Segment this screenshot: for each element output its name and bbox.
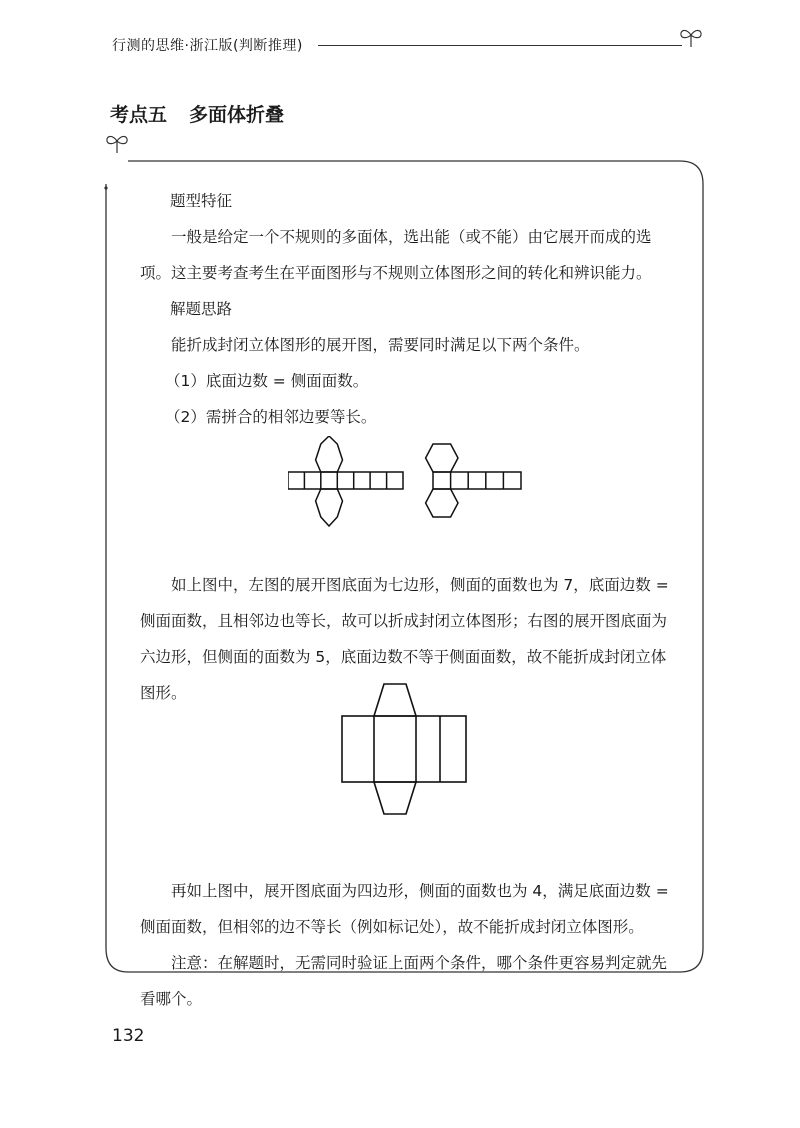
- condition-1: （1）底面边数 = 侧面面数。: [165, 372, 369, 390]
- running-header: 行测的思维·浙江版(判断推理): [112, 38, 303, 54]
- feature-heading: 题型特征: [170, 192, 233, 210]
- right-net-bottom-hexagon: [426, 489, 458, 517]
- approach-heading: 解题思路: [170, 300, 233, 318]
- condition-2: （2）需拼合的相邻边要等长。: [165, 408, 377, 426]
- section-name: 多面体折叠: [189, 104, 285, 126]
- right-net-strip: [433, 472, 521, 489]
- example-1-paragraph: 如上图中，左图的展开图底面为七边形，侧面的面数也为 7，底面边数 = 侧面面数，且相邻边也等长，故可以折成封闭立体图形；右图的展开图底面为六边形，但侧面的面数为 5，底面边数不等于侧面面数，故不能折成封闭立体图形。: [140, 576, 669, 702]
- quad-net-top-face: [374, 684, 416, 716]
- left-net-top-heptagon: [316, 436, 343, 472]
- content-box: [140, 183, 670, 1017]
- right-net-top-hexagon: [426, 444, 458, 472]
- left-net-strip: [288, 472, 403, 489]
- page-number: 132: [112, 1026, 145, 1046]
- section-label: 考点五: [110, 104, 168, 126]
- feature-paragraph: 一般是给定一个不规则的多面体，选出能（或不能）由它展开而成的选项。这主要考查考生在平面图形与不规则立体图形之间的转化和辨识能力。: [140, 228, 652, 282]
- figure-quad-net: [340, 682, 470, 816]
- note-paragraph: 注意：在解题时，无需同时验证上面两个条件，哪个条件更容易判定就先看哪个。: [140, 954, 668, 1008]
- figure-prism-nets: [288, 436, 528, 528]
- example-2-paragraph: 再如上图中，展开图底面为四边形，侧面的面数也为 4，满足底面边数 = 侧面面数，但相邻的边不等长（例如标记处），故不能折成封闭立体图形。: [140, 882, 669, 936]
- approach-intro: 能折成封闭立体图形的展开图，需要同时满足以下两个条件。: [171, 336, 590, 354]
- left-net-bottom-heptagon: [316, 489, 343, 526]
- quad-net-strip: [342, 716, 466, 782]
- quad-net-bottom-face: [374, 782, 416, 814]
